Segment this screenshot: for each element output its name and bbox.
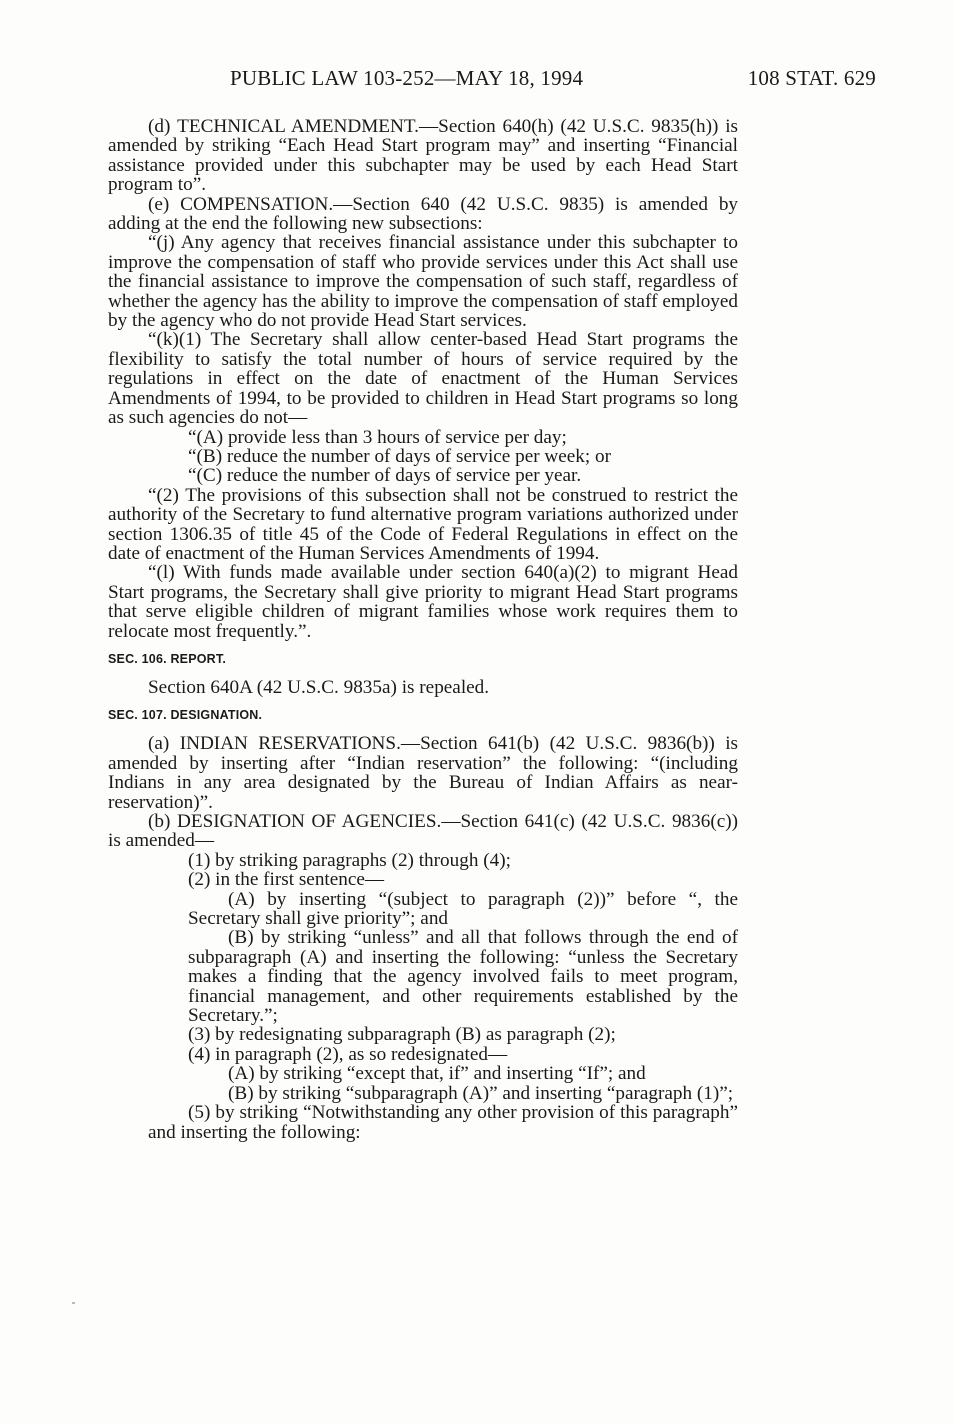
paragraph-b-5: (5) by striking “Notwithstanding any other provision of this paragraph” and inserting the following: bbox=[148, 1102, 738, 1143]
scan-speck bbox=[72, 1302, 75, 1304]
statute-page-number: 108 STAT. 629 bbox=[747, 66, 876, 90]
subsection-e-heading: COMPENSATION. bbox=[180, 193, 334, 215]
subparagraph-b-2-B: (B) by striking “unless” and all that follows through the end of subparagraph (A) and inserting the following: “unless the Secretary makes a finding that the agency involved fails to meet program, financial management, and other requirements established by the Secretary.”; bbox=[188, 927, 738, 1027]
page-header bbox=[0, 66, 954, 96]
subsection-d-text: —Section 640(h) (42 U.S.C. 9835(h)) is amended by striking “Each Head Start program may” and inserting “Financial assistance provided under this subchapter may be used by each Head Start program to”. bbox=[108, 116, 738, 196]
running-title: PUBLIC LAW 103-252—MAY 18, 1994 bbox=[230, 66, 584, 90]
section-106-heading: SEC. 106. REPORT. bbox=[108, 651, 227, 666]
subsection-107-b bbox=[108, 812, 738, 851]
paragraph-b-4: (4) in paragraph (2), as so redesignated— bbox=[188, 1043, 508, 1065]
paragraph-b-2: (2) in the first sentence— bbox=[188, 869, 385, 891]
new-subsection-k-2: “(2) The provisions of this subsection shall not be construed to restrict the authority of the Secretary to fund alternative program variations authorized under section 1306.35 of title 45 of the Code of Federal Regulations in effect on the date of enactment of the Human Services Amendments of 1994. bbox=[108, 484, 738, 564]
subsection-107-b-label: (b) bbox=[148, 811, 178, 832]
section-107-heading: SEC. 107. DESIGNATION. bbox=[108, 708, 263, 723]
subsection-107-b-heading: DESIGNATION OF AGENCIES. bbox=[177, 811, 442, 832]
subparagraph-k-A: “(A) provide less than 3 hours of service per day; bbox=[188, 426, 567, 448]
new-subsection-j: “(j) Any agency that receives financial assistance under this subchapter to improve the compensation of staff who provide services under this Act shall use the financial assistance to improve the compensation of such staff, regardless of whether the agency has the ability to improve the compensation of staff employed by the agency who do not provide Head Start services. bbox=[108, 232, 738, 332]
subsection-107-a bbox=[108, 734, 738, 812]
subsection-107-b-text: —Section 641(c) (42 U.S.C. 9836(c)) is amended— bbox=[108, 811, 739, 852]
new-subsection-k-1: “(k)(1) The Secretary shall allow center-based Head Start programs the flexibility to satisfy the total number of hours of service required by the regulations in effect on the date of enactment of the Human Services Amendments of 1994, to be provided to children in Head Start programs so long as such agencies do not— bbox=[108, 329, 738, 429]
subparagraph-b-4-B: (B) by striking “subparagraph (A)” and inserting “paragraph (1)”; bbox=[228, 1082, 734, 1104]
subparagraph-k-C: “(C) reduce the number of days of service per year. bbox=[188, 465, 582, 487]
subparagraph-b-2-A: (A) by inserting “(subject to paragraph (2))” before “, the Secretary shall give priority”; and bbox=[188, 888, 738, 930]
subsection-e-label: (e) bbox=[148, 193, 181, 215]
subparagraph-b-4-A: (A) by striking “except that, if” and inserting “If”; and bbox=[228, 1063, 646, 1085]
paragraph-b-1: (1) by striking paragraphs (2) through (4); bbox=[188, 849, 511, 871]
subsection-e-text: —Section 640 (42 U.S.C. 9835) is amended by adding at the end the following new subsections: bbox=[108, 193, 739, 235]
subsection-e bbox=[108, 195, 738, 234]
section-106-text: Section 640A (42 U.S.C. 9835a) is repealed. bbox=[148, 676, 490, 698]
subparagraph-k-B: “(B) reduce the number of days of service per week; or bbox=[188, 445, 612, 467]
subsection-107-a-text: —Section 641(b) (42 U.S.C. 9836(b)) is amended by inserting after “Indian reservation” the following: “(including Indians in any area designated by the Bureau of Indian Affairs as near-reservation)”. bbox=[108, 733, 739, 813]
subsection-107-a-heading: INDIAN RESERVATIONS. bbox=[179, 733, 401, 755]
document-body bbox=[108, 117, 738, 1142]
new-subsection-l: “(l) With funds made available under section 640(a)(2) to migrant Head Start programs, the Secretary shall give priority to migrant Head Start programs that serve eligible children of migrant families whose work requires them to relocate most frequently.”. bbox=[108, 562, 738, 642]
subsection-d bbox=[108, 117, 738, 195]
subsection-107-a-label: (a) bbox=[148, 733, 180, 755]
subsection-d-heading: TECHNICAL AMENDMENT. bbox=[177, 116, 419, 137]
subsection-d-label: (d) bbox=[148, 116, 178, 137]
paragraph-b-3: (3) by redesignating subparagraph (B) as paragraph (2); bbox=[188, 1024, 616, 1046]
